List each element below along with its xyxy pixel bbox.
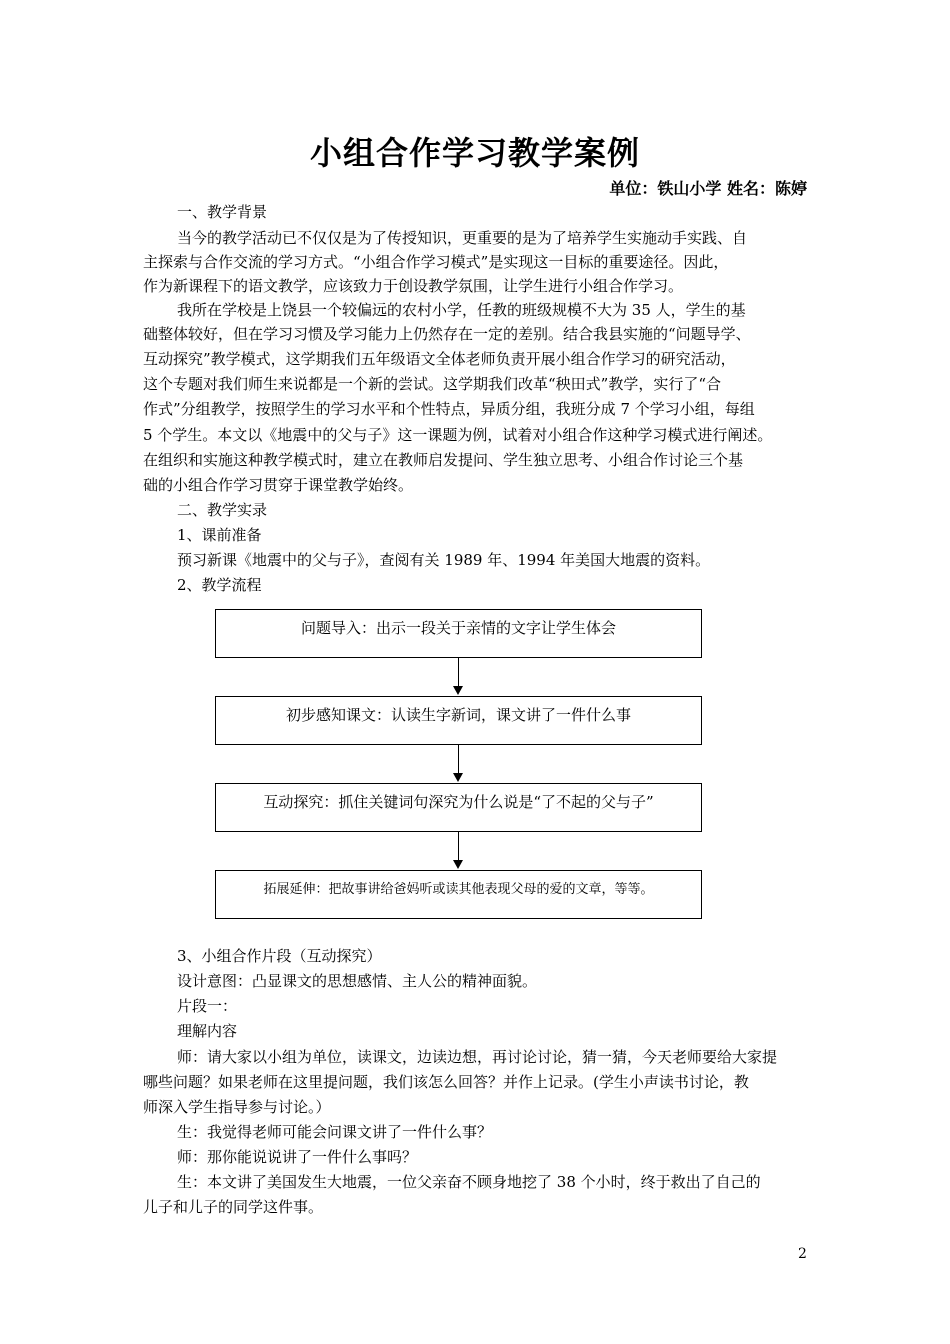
paragraph-line: 片段一： [177,997,238,1015]
flow-step-4: 拓展延伸：把故事讲给爸妈听或读其他表现父母的爱的文章，等等。 [215,870,702,919]
paragraph-line: 在组织和实施这种教学模式时，建立在教师启发提问、学生独立思考、小组合作讨论三个基 [143,451,744,469]
flow-arrow [458,745,459,773]
paragraph-line: 设计意图：凸显课文的思想感情、主人公的精神面貌。 [177,972,538,990]
subsection-heading: 2、教学流程 [177,576,262,594]
paragraph-line: 理解内容 [177,1022,238,1040]
flow-step-1: 问题导入：出示一段关于亲情的文字让学生体会 [215,609,702,658]
section-heading: 二、教学实录 [177,501,268,519]
arrow-down-icon [453,860,463,869]
paragraph-line: 哪些问题？如果老师在这里提问题，我们该怎么回答？并作上记录。(学生小声读书讨论，教 [143,1073,749,1091]
paragraph-line: 生：我觉得老师可能会问课文讲了一件什么事？ [177,1123,493,1141]
paragraph-line: 这个专题对我们师生来说都是一个新的尝试。这学期我们改革“秧田式”教学，实行了“合 [143,375,722,393]
paragraph-line: 儿子和儿子的同学这件事。 [143,1198,324,1216]
flow-step-2: 初步感知课文：认读生字新词，课文讲了一件什么事 [215,696,702,745]
flow-arrow [458,832,459,860]
paragraph-line: 当今的教学活动已不仅仅是为了传授知识，更重要的是为了培养学生实施动手实践、自 [177,229,748,247]
author-line: 单位：铁山小学 姓名：陈婷 [609,179,807,198]
paragraph-line: 预习新课《地震中的父与子》，查阅有关 1989 年、1994 年美国大地震的资料。 [177,551,711,569]
paragraph-line: 作式”分组教学，按照学生的学习水平和个性特点，异质分组，我班分成 7 个学习小组，每组 [143,400,755,418]
paragraph-line: 我所在学校是上饶县一个较偏远的农村小学，任教的班级规模不大为 35 人，学生的基 [177,301,746,319]
arrow-down-icon [453,686,463,695]
paragraph-line: 生：本文讲了美国发生大地震，一位父亲奋不顾身地挖了 38 个小时，终于救出了自己的 [177,1173,761,1191]
subsection-heading: 3、小组合作片段（互动探究） [177,947,382,965]
flow-step-3: 互动探究：抓住关键词句深究为什么说是“了不起的父与子” [215,783,702,832]
paragraph-line: 作为新课程下的语文教学，应该致力于创设教学氛围，让学生进行小组合作学习。 [143,277,684,295]
paragraph-line: 师：请大家以小组为单位，读课文，边读边想，再讨论讨论，猜一猜，今天老师要给大家提 [177,1048,778,1066]
paragraph-line: 主探索与合作交流的学习方式。“小组合作学习模式”是实现这一目标的重要途径。因此， [143,253,729,271]
page-title: 小组合作学习教学案例 [309,134,640,172]
subsection-heading: 1、课前准备 [177,526,262,544]
paragraph-line: 师深入学生指导参与讨论。） [143,1098,331,1116]
arrow-down-icon [453,773,463,782]
paragraph-line: 础的小组合作学习贯穿于课堂教学始终。 [143,476,414,494]
paragraph-line: 互动探究”教学模式，这学期我们五年级语文全体老师负责开展小组合作学习的研究活动， [143,350,736,368]
paragraph-line: 师：那你能说说讲了一件什么事吗？ [177,1148,418,1166]
paragraph-line: 础整体较好，但在学习习惯及学习能力上仍然存在一定的差别。结合我县实施的“问题导学、 [143,325,751,343]
flow-arrow [458,658,459,686]
page-number: 2 [798,1246,807,1262]
section-heading: 一、教学背景 [177,203,268,221]
paragraph-line: 5 个学生。本文以《地震中的父与子》这一课题为例，试着对小组合作这种学习模式进行阐述。 [143,426,773,444]
